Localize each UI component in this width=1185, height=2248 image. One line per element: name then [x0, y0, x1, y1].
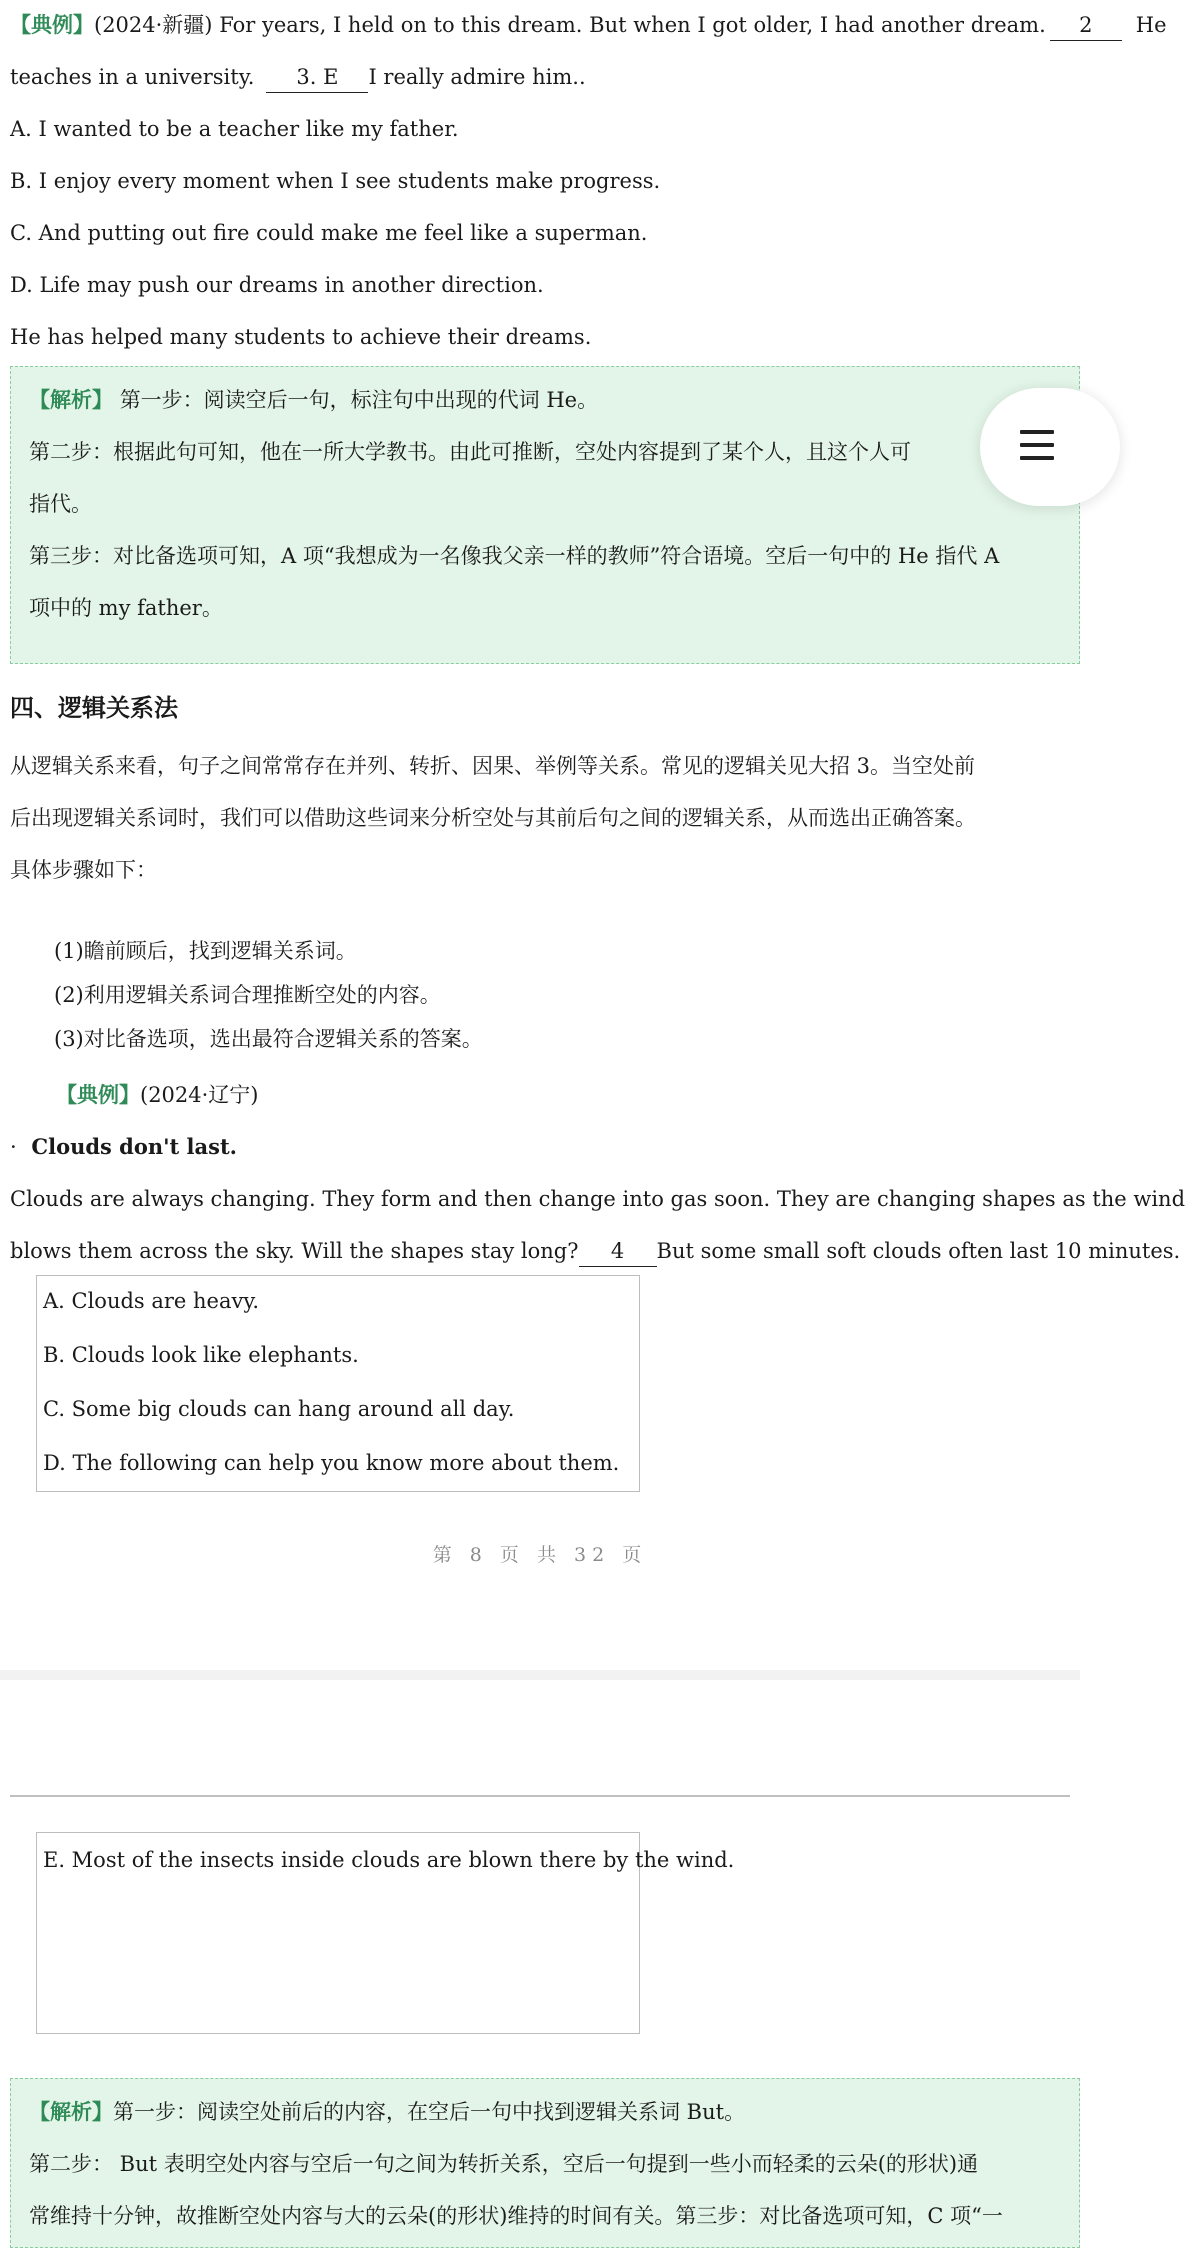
analysis-tag: 【解析】 [29, 387, 113, 412]
options-box [36, 1275, 640, 1492]
example-text: I really admire him.. [368, 65, 586, 89]
option-e: E. Most of the insects inside clouds are blown there by the wind. [43, 1848, 735, 1872]
example-source: (2024·新疆) [94, 13, 213, 37]
option-b: B. Clouds look like elephants. [43, 1343, 359, 1367]
analysis-text: 第三步：对比备选项可知，C 项“一 [675, 2204, 1003, 2228]
analysis-line: 项中的 my father。 [29, 596, 223, 620]
example1-line2 [10, 62, 586, 93]
answer-blank-4: 4 [579, 1236, 657, 1267]
step-item: (1)瞻前顾后，找到逻辑关系词。 [54, 939, 357, 963]
analysis-line [29, 2097, 745, 2127]
answer-blank-3: 3. E [266, 62, 368, 93]
analysis-tag: 【解析】 [29, 2099, 113, 2124]
analysis-line: 第三步：对比备选项可知，A 项“我想成为一名像我父亲一样的教师”符合语境。空后一句中的 He 指代 A [29, 544, 1000, 568]
analysis-line: 指代。 [29, 492, 92, 516]
option-c: C. Some big clouds can hang around all day. [43, 1397, 515, 1421]
analysis-box [10, 2078, 1080, 2248]
option-a: A. Clouds are heavy. [43, 1289, 260, 1313]
step-item: (3)对比备选项，选出最符合逻辑关系的答案。 [54, 1027, 483, 1051]
section-paragraph: 后出现逻辑关系词时，我们可以借助这些词来分析空处与其前后句之间的逻辑关系，从而选出正确答案。 [10, 806, 976, 830]
menu-button[interactable] [980, 388, 1120, 506]
passage-text: But some small soft clouds often last 10 minutes. [656, 1239, 1181, 1263]
example-tag: 【典例】 [56, 1082, 140, 1107]
analysis-text: 常维持十分钟，故推断空处内容与大的云朵(的形状)维持的时间有关。 [29, 2204, 676, 2228]
section-title: 四、逻辑关系法 [10, 693, 178, 722]
step-item: (2)利用逻辑关系词合理推断空处的内容。 [54, 983, 441, 1007]
page-number: 第 8 页 共 32 页 [432, 1544, 648, 1566]
section-paragraph: 从逻辑关系来看，句子之间常常存在并列、转折、因果、举例等关系。常见的逻辑关见大招 3。当空处前 [10, 754, 976, 778]
analysis-box [10, 366, 1080, 664]
option-a: A. I wanted to be a teacher like my father. [10, 117, 459, 141]
example-text: He [1135, 13, 1167, 37]
example1-after: He has helped many students to achieve their dreams. [10, 325, 592, 349]
page-break [0, 1670, 1080, 1680]
example-text: For years, I held on to this dream. But when I got older, I had another dream. [212, 13, 1046, 37]
example-source: (2024·辽宁) [140, 1083, 259, 1107]
analysis-line [29, 2201, 1003, 2231]
options-box-continued [36, 1832, 735, 2034]
section-paragraph: 具体步骤如下： [10, 858, 157, 882]
example1-line1 [10, 10, 1167, 41]
option-c: C. And putting out fire could make me feel like a superman. [10, 221, 648, 245]
passage-heading [10, 1132, 237, 1162]
option-b: B. I enjoy every moment when I see students make progress. [10, 169, 661, 193]
bullet: · [10, 1135, 17, 1159]
option-d: D. The following can help you know more about them. [43, 1451, 620, 1475]
analysis-line: 第二步：根据此句可知，他在一所大学教书。由此可推断，空处内容提到了某个人，且这个人可 [29, 440, 911, 464]
passage-title: Clouds don't last. [31, 1134, 237, 1159]
analysis-line [29, 385, 598, 415]
analysis-text: 第一步：阅读空处前后的内容，在空后一句中找到逻辑关系词 But。 [113, 2100, 746, 2124]
passage-line: Clouds are always changing. They form and then change into gas soon. They are changing shapes as the wind [10, 1187, 1185, 1211]
analysis-line: 第二步： But 表明空处内容与空后一句之间为转折关系，空后一句提到一些小而轻柔的云朵(的形状)通 [29, 2152, 979, 2176]
answer-blank-2: 2 [1050, 10, 1122, 41]
page-header-rule [10, 1795, 1070, 1797]
passage-line [10, 1236, 1180, 1267]
option-d: D. Life may push our dreams in another direction. [10, 273, 544, 297]
example-tag: 【典例】 [10, 12, 94, 37]
passage-text: blows them across the sky. Will the shapes stay long? [10, 1239, 579, 1263]
example-text: teaches in a university. [10, 65, 255, 89]
example2-header [56, 1080, 259, 1110]
analysis-text: 第一步：阅读空后一句，标注句中出现的代词 He。 [119, 388, 599, 412]
